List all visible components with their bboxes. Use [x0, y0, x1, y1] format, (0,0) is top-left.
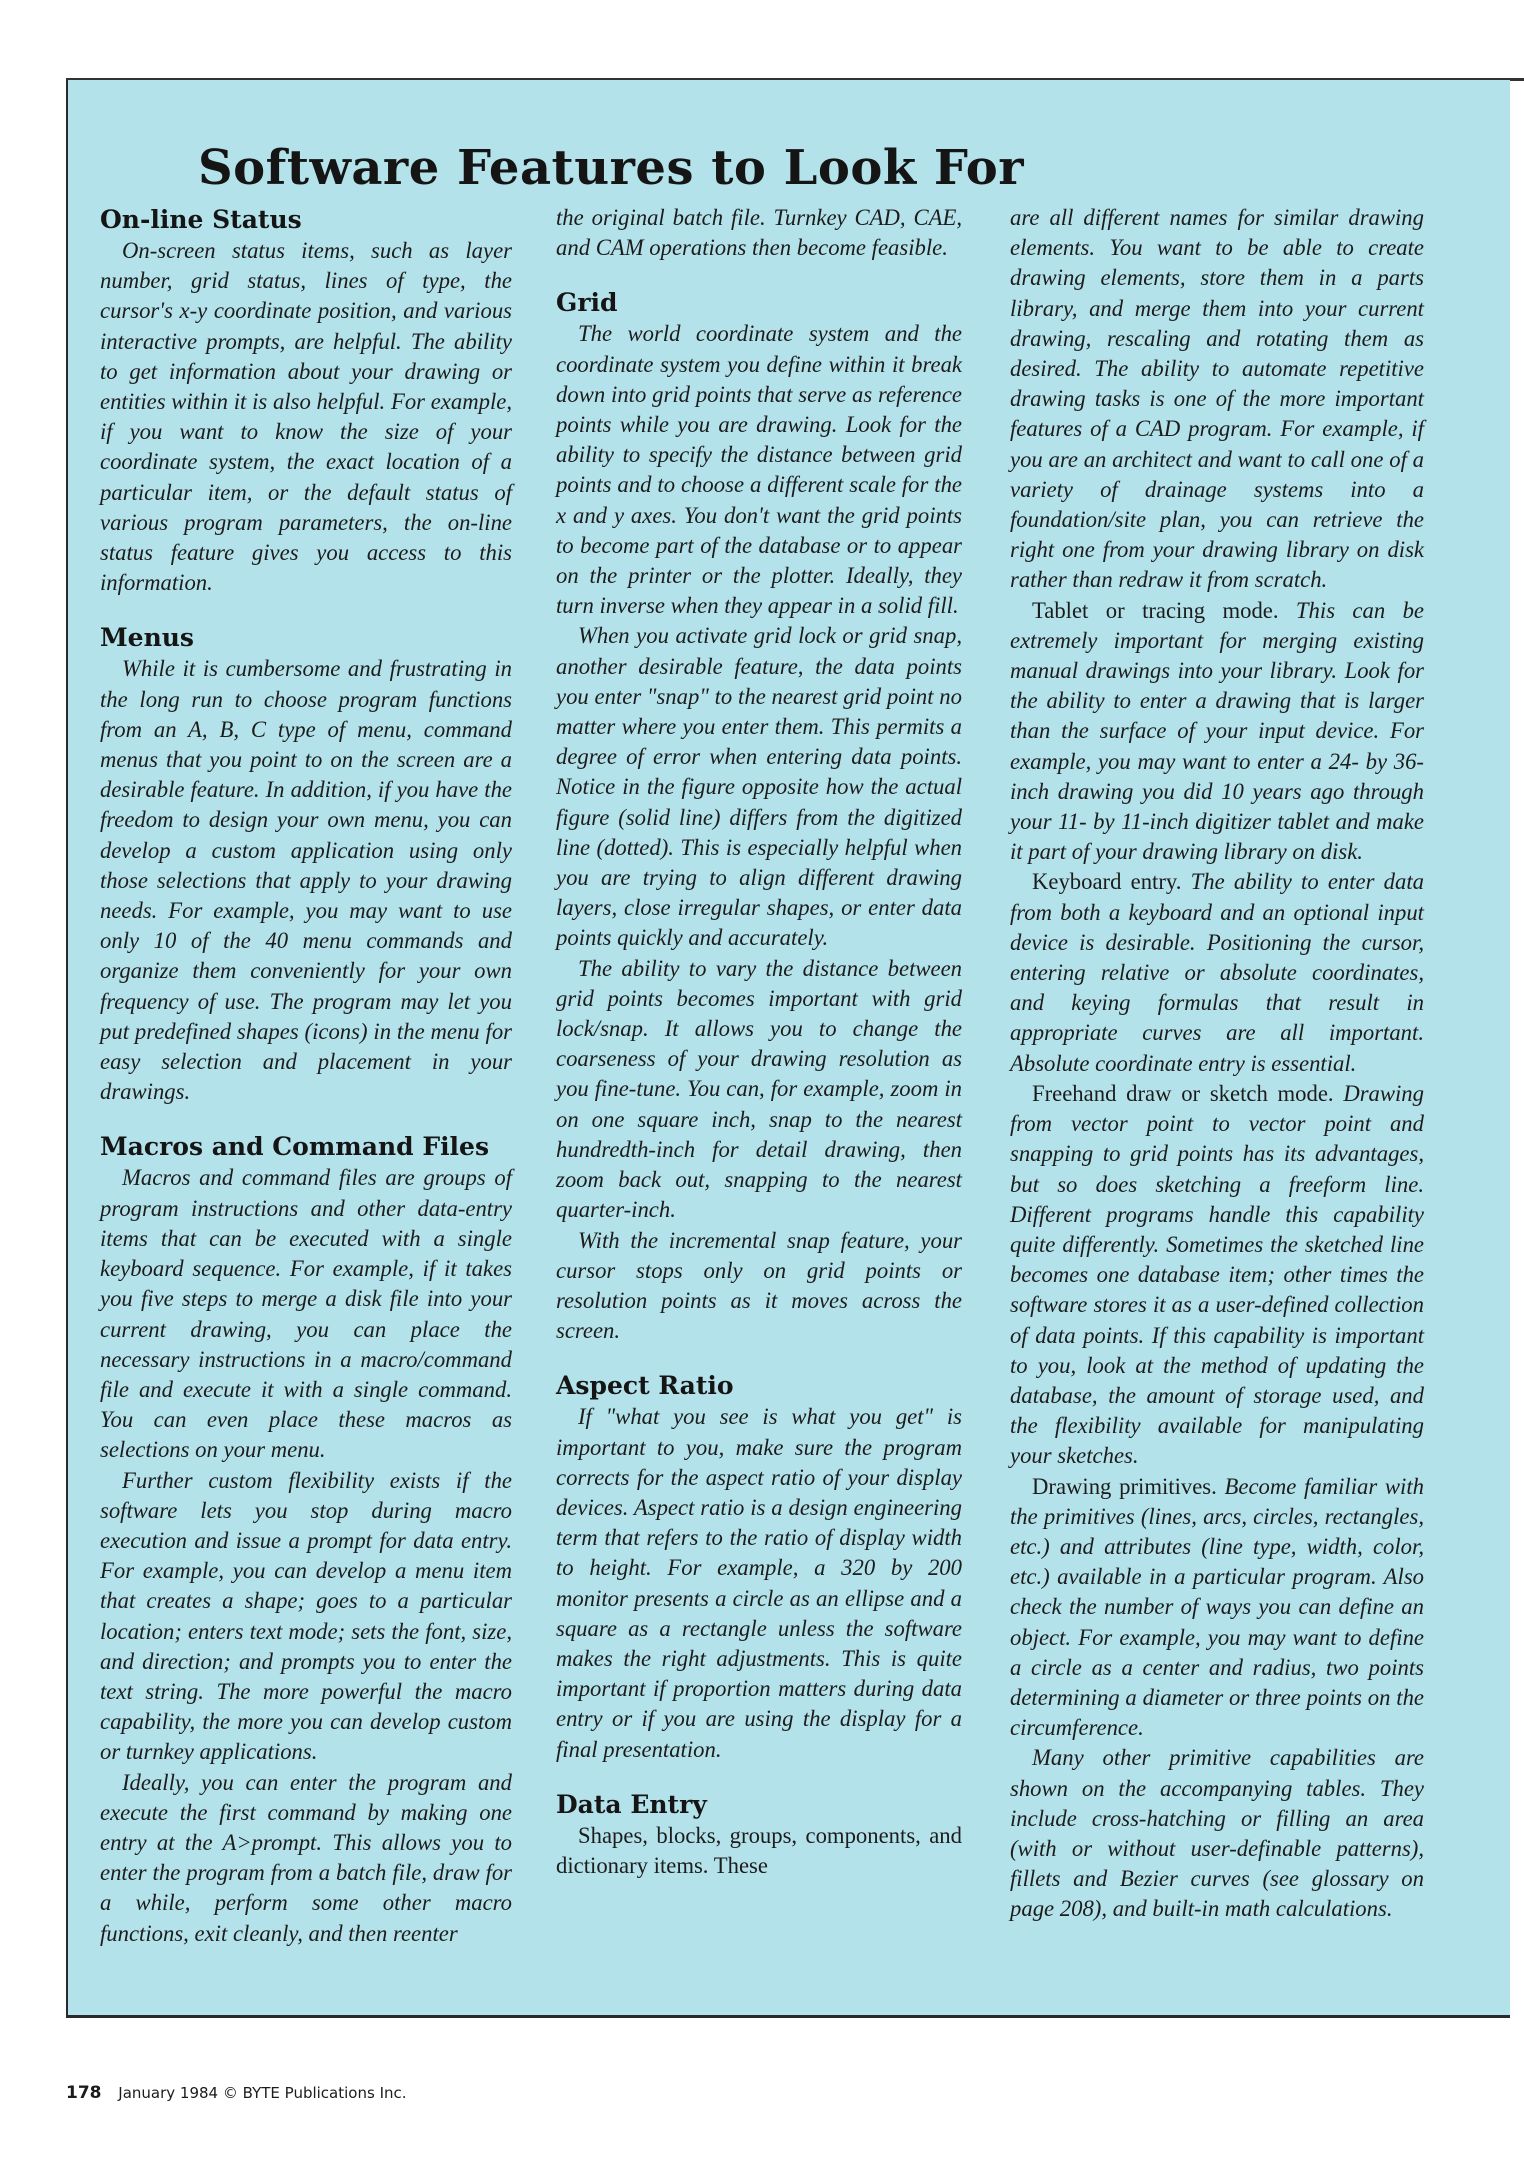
paragraph: Further custom flexibility exists if the software lets you stop during macro execution and issue a prompt for data entry. For example, you can develop a menu item that creates a shape; goes to a particular location; enters text mode; sets the font, size, and direction; and prompts you to enter the text string. The more powerful the macro capability, the more you can develop custom or turnkey applications. [100, 1467, 512, 1765]
page-footer [66, 2083, 407, 2103]
heading-macros: Macros and Command Files [100, 1132, 490, 1162]
heading-grid: Grid [556, 288, 618, 318]
paragraph-text: Drawing from vector point to vector point and snapping to grid points has its advantages, but so does sketching a freeform line. Different programs handle this capability quite differently. Sometimes the sketched line becomes one database item; other times the software stores it as a user-defined collection of data points. If this capability is important to you, look at the method of updating the database, the amount of storage used, and the flexibility available for manipulating your sketches. [1010, 1080, 1424, 1469]
paragraph: The world coordinate system and the coordinate system you define within it break down into grid points that serve as reference points while you are drawing. Look for the ability to specify the distance between grid points and to choose a different scale for the x and y axes. You don't want the grid points to become part of the database or to appear on the printer or the plotter. Ideally, they turn inverse when they appear in a solid fill. [556, 321, 962, 619]
paragraph-freehand [1010, 1079, 1424, 1472]
page-number: 178 [66, 2083, 102, 2103]
paragraph-keyboard [1010, 867, 1424, 1078]
footer-text: January 1984 © BYTE Publications Inc. [118, 2084, 407, 2102]
column-1 [100, 203, 512, 1949]
page-title: Software Features to Look For [198, 140, 1025, 196]
paragraph-text: The ability to enter data from both a keyboard and an optional input device is desirable. Positioning the cursor, entering relative or absolute coordinates, and keying formulas that result in appropriate curves are all important. Absolute coordinate entry is essential. [1010, 869, 1424, 1076]
paragraph: With the incremental snap feature, your cursor stops only on grid points or resolution points as it moves across the screen. [556, 1227, 962, 1344]
column-2 [556, 203, 962, 1881]
runin-tablet: Tablet or tracing mode. [1032, 597, 1279, 623]
paragraph-continued: are all different names for similar drawing elements. You want to be able to create drawing elements, store them in a parts library, and merge them into your current drawing, rescaling and rotating them as desired. The ability to automate repetitive drawing tasks is one of the more important features of a CAD program. For example, if you are an architect and want to call one of a variety of drainage systems into a foundation/site plan, you can retrieve the right one from your drawing library on disk rather than redraw it from scratch. [1010, 205, 1424, 593]
paragraph: Ideally, you can enter the program and execute the first command by making one entry at the A>prompt. This allows you to enter the program from a batch file, draw for a while, perform some other macro functions, exit cleanly, and then reenter [100, 1769, 512, 1946]
heading-online-status: On-line Status [100, 205, 302, 234]
paragraph-primitives [1010, 1472, 1424, 1744]
paragraph: While it is cumbersome and frustrating in the long run to choose program functions from an A, B, C type of menu, command menus that you point to on the screen are a desirable feature. In addition, if you have the freedom to design your own menu, you can develop a custom application using only those selections that apply to your drawing needs. For example, you may want to use only 10 of the 40 menu commands and organize them conveniently for your own frequency of use. The program may let you put predefined shapes (icons) in the menu for easy selection and placement in your drawings. [100, 656, 512, 1105]
runin-keyboard: Keyboard entry. [1032, 869, 1182, 895]
paragraph-text: Become familiar with the primitives (lines, arcs, circles, rectangles, etc.) and attributes (line type, width, color, etc.) available in a particular program. Also check the number of ways you can define an object. For example, you may want to define a circle as a center and radius, two points determining a diameter or three points on the circumference. [1010, 1473, 1424, 1741]
runin-primitives: Drawing primitives. [1032, 1473, 1217, 1499]
paragraph: If "what you see is what you get" is important to you, make sure the program corrects for the aspect ratio of your display devices. Aspect ratio is a design engineering term that refers to the ratio of display width to height. For example, a 320 by 200 monitor presents a circle as an ellipse and a square as a rectangle unless the software makes the right adjustments. This is quite important if proportion matters during data entry or if you are using the display for a final presentation. [556, 1404, 962, 1762]
runin-freehand: Freehand draw or sketch mode. [1032, 1080, 1334, 1106]
heading-data-entry: Data Entry [556, 1789, 707, 1819]
paragraph: Many other primitive capabilities are shown on the accompanying tables. They include cross-hatching or filling an area (with or without user-definable patterns), fillets and Bezier curves (see glossary on page 208), and built-in math calculations. [1010, 1745, 1424, 1922]
paragraph-tablet [1010, 596, 1424, 868]
heading-aspect-ratio: Aspect Ratio [556, 1371, 734, 1401]
paragraph: Macros and command files are groups of program instructions and other data-entry items that can be executed with a single keyboard sequence. For example, if it takes you five steps to merge a disk file into your current drawing, you can place the necessary instructions in a macro/command file and execute it with a single command. You can even place these macros as selections on your menu. [100, 1165, 512, 1463]
paragraph: Shapes, blocks, groups, components, and dictionary items. These [556, 1822, 962, 1878]
paragraph: The ability to vary the distance between grid points becomes important with grid lock/snap. It allows you to change the coarseness of your drawing resolution as you fine-tune. You can, for example, zoom in on one square inch, snap to the nearest hundredth-inch for detail drawing, then zoom back out, snapping to the nearest quarter-inch. [556, 955, 962, 1223]
heading-menus: Menus [100, 623, 195, 653]
paragraph: When you activate grid lock or grid snap, another desirable feature, the data points you enter "snap" to the nearest grid point no matter where you enter them. This permits a degree of error when entering data points. Notice in the figure opposite how the actual figure (solid line) differs from the digitized line (dotted). This is especially helpful when you are trying to align different drawing layers, close irregular shapes, or enter data points quickly and accurately. [556, 623, 962, 951]
column-3 [1010, 203, 1424, 1925]
paragraph-text: This can be extremely important for merging existing manual drawings into your library. Look for the ability to enter a drawing that is larger than the surface of your input device. For example, you may want to enter a 24- by 36-inch drawing you did 10 years ago through your 11- by 11-inch digitizer tablet and make it part of your drawing library on disk. [1010, 597, 1424, 865]
paragraph: On-screen status items, such as layer number, grid status, lines of type, the cursor's x-y coordinate position, and various interactive prompts, are helpful. The ability to get information about your drawing or entities within it is also helpful. For example, if you want to know the size of your coordinate system, the exact location of a particular item, or the default status of various program parameters, the on-line status feature gives you access to this information. [100, 238, 512, 596]
paragraph-continued: the original batch file. Turnkey CAD, CAE, and CAM operations then become feasible. [556, 205, 962, 261]
